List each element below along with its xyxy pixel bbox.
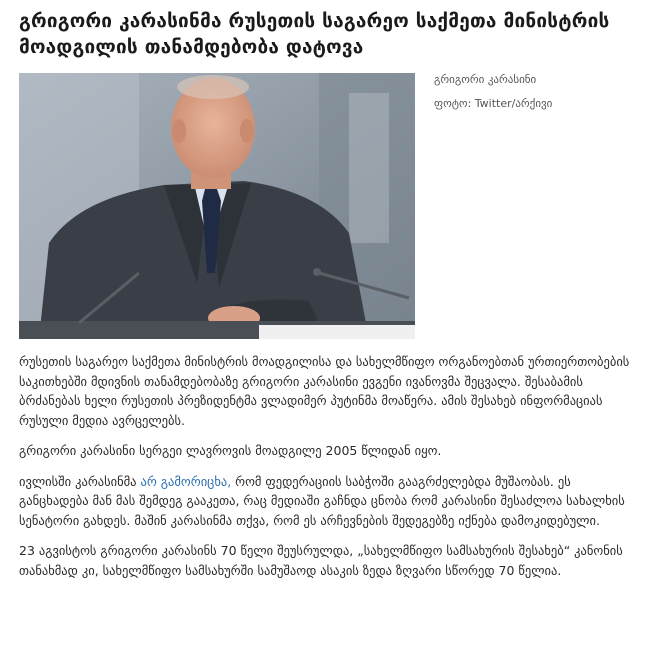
article-photo bbox=[19, 73, 415, 339]
article-paragraph-1: რუსეთის საგარეო საქმეთა მინისტრის მოადგილისა და სახელმწიფო ორგანოებთან ურთიერთობების საკითხებში მდივნის თანამდებობაზე გრიგორი კარასინი ევგენი ივანოვმა შეცვალა. შესაბამის ბრძანებას ხელი რუსეთის პრეზიდენტმა ვლადიმერ პუტინმა მოაწერა. ამის შესახებ ინფორმაციას რუსული მედია ავრცელებს. bbox=[19, 354, 630, 428]
caption-person-name: გრიგორი კარასინი bbox=[434, 73, 537, 86]
article-inline-link[interactable]: არ გამორიცხა, bbox=[140, 473, 232, 489]
article-body bbox=[19, 352, 631, 591]
article-paragraph-4: 23 აგვისტოს გრიგორი კარასინს 70 წელი შეუსრულდა, „სახელმწიფო სამსახურის შესახებ“ კანონის თანახმად კი, სახელმწიფო სამსახურში სამუშაოდ ასაკის ზედა ზღვარი სწორედ 70 წელია. bbox=[19, 543, 623, 578]
paragraph-3-text-after: რომ ფედერაციის საბჭოში გააგრძელებდა მუშაობას. ეს განცხადება მან მას შემდეგ გააკეთა, რაც მედიაში გაჩნდა ცნობა რომ კარასინი შესაძლოა სახალხის სენატორი გახდეს. მაშინ კარასინმა თქვა, რომ ეს არჩევნების შედეგებზე იქნება დამოკიდებული. bbox=[19, 473, 625, 528]
caption-photo-credit: ფოტო: Twitter/არქივი bbox=[434, 97, 553, 110]
article-headline: გრიგორი კარასინმა რუსეთის საგარეო საქმეთა მინისტრის მოადგილის თანამდებობა დატოვა bbox=[19, 10, 610, 58]
article-paragraph-2: გრიგორი კარასინი სერგეი ლავროვის მოადგილე 2005 წლიდან იყო. bbox=[19, 443, 442, 458]
photo-caption bbox=[434, 72, 634, 120]
paragraph-3-text-before: ივლისში კარასინმა bbox=[19, 473, 141, 489]
article-paragraph-3 bbox=[19, 472, 631, 531]
